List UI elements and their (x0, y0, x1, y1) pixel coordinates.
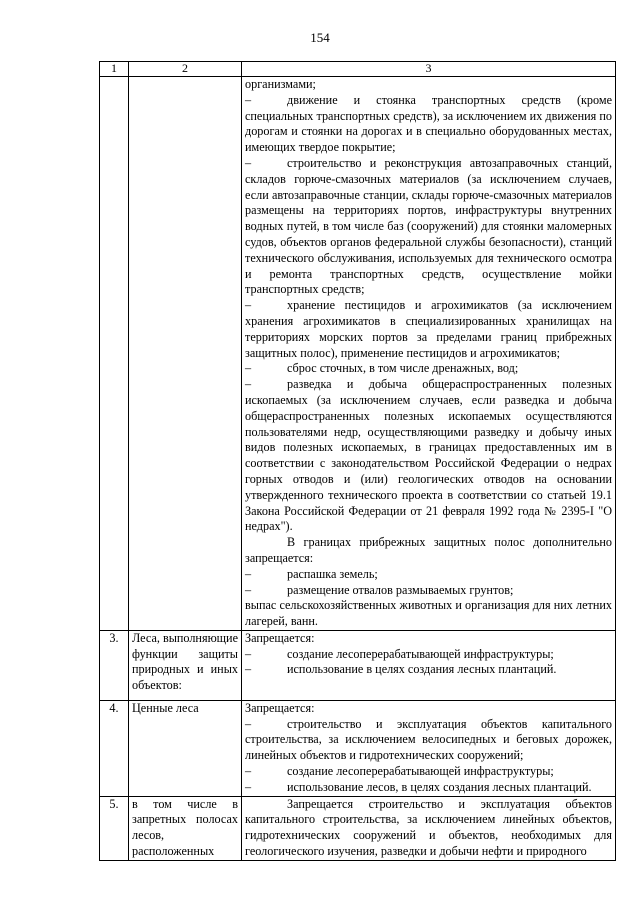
object-cell: Леса, выполняющие функции защиты природных и иных объектов: (129, 630, 242, 700)
row-number-cell (100, 77, 129, 631)
object-cell: Ценные леса (129, 700, 242, 796)
paragraph: – создание лесоперерабатывающей инфраструктуры; (245, 764, 554, 779)
paragraph: – распашка земель; (245, 566, 378, 581)
paragraph: – использование в целях создания лесных плантаций. (245, 662, 557, 677)
paragraph: – строительство и реконструкция автозаправочных станций, складов горюче-смазочных материалов (за исключением случаев, если автозаправочные станции, склады горюче-смазочных материалов размещены на территориях портов, инфраструктуры внутренних водных путей, в том числе баз (сооружений) для стоянки маломерных судов, объектов органов федеральной службы безопасности), станций технического обслуживания, используемых для технического осмотра и ремонта транспортных средств, осуществление мойки транспортных средств; (245, 155, 612, 297)
object-cell (129, 77, 242, 631)
column-header: 2 (129, 62, 242, 77)
paragraph: – строительство и эксплуатация объектов капитального строительства, за исключением велосипедных и беговых дорожек, линейных объектов и гидротехнических сооружений; (245, 716, 612, 763)
row-number-cell: 4. (100, 700, 129, 796)
paragraph: – размещение отвалов размываемых грунтов; (245, 582, 514, 597)
table-row (100, 796, 616, 860)
table-row (100, 630, 616, 700)
table-row (100, 700, 616, 796)
object-cell: в том числе в запретных полосах лесов, расположенных (129, 796, 242, 860)
regime-cell (242, 77, 616, 631)
table-row (100, 77, 616, 631)
regime-cell (242, 700, 616, 796)
paragraph: – хранение пестицидов и агрохимикатов (за исключением хранения агрохимикатов в специализированных хранилищах на территориях морских портов за пределами границ прибрежных защитных полос), применение пестицидов и агрохимикатов; (245, 298, 612, 360)
paragraph: Запрещается строительство и эксплуатация объектов капитального строительства, за исключением линейных объектов, гидротехнических сооружений и объектов, необходимых для геологического изучения, разведки и добычи нефти и природного (245, 796, 612, 859)
page-number: 154 (310, 30, 330, 45)
table-header-row (100, 62, 616, 77)
column-header: 3 (242, 62, 616, 77)
restrictions-table (99, 61, 616, 861)
regime-cell (242, 796, 616, 860)
paragraph: – разведка и добыча общераспространенных полезных ископаемых (за исключением случаев, если разведка и добыча общераспространенных полезных ископаемых осуществляются пользователями недр, осуществляющими разведку и добычу иных видов полезных ископаемых, в границах предоставленных им в соответствии с законодательством Российской Федерации о недрах горных отводов и (или) геологических отводов на основании утвержденного технического проекта в соответствии со статьей 19.1 Закона Российской Федерации от 21 февраля 1992 года № 2395-I "О недрах"). (245, 377, 612, 534)
paragraph: организмами; (245, 77, 316, 91)
paragraph: – создание лесоперерабатывающей инфраструктуры; (245, 646, 554, 661)
paragraph: – использование лесов, в целях создания лесных плантаций. (245, 779, 592, 794)
paragraph: В границах прибрежных защитных полос дополнительно запрещается: (245, 535, 612, 565)
row-number-cell: 3. (100, 630, 129, 700)
paragraph: Запрещается: (245, 630, 315, 645)
paragraph: – сброс сточных, в том числе дренажных, вод; (245, 361, 519, 376)
paragraph: Запрещается: (245, 700, 315, 715)
column-header: 1 (100, 62, 129, 77)
paragraph: выпас сельскохозяйственных животных и организация для них летних лагерей, ванн. (245, 598, 612, 629)
paragraph: – движение и стоянка транспортных средств (кроме специальных транспортных средств), за исключением их движения по дорогам и стоянки на дорогах и в специально оборудованных местах, имеющих твердое покрытие; (245, 92, 612, 155)
regime-cell (242, 630, 616, 700)
row-number-cell: 5. (100, 796, 129, 860)
